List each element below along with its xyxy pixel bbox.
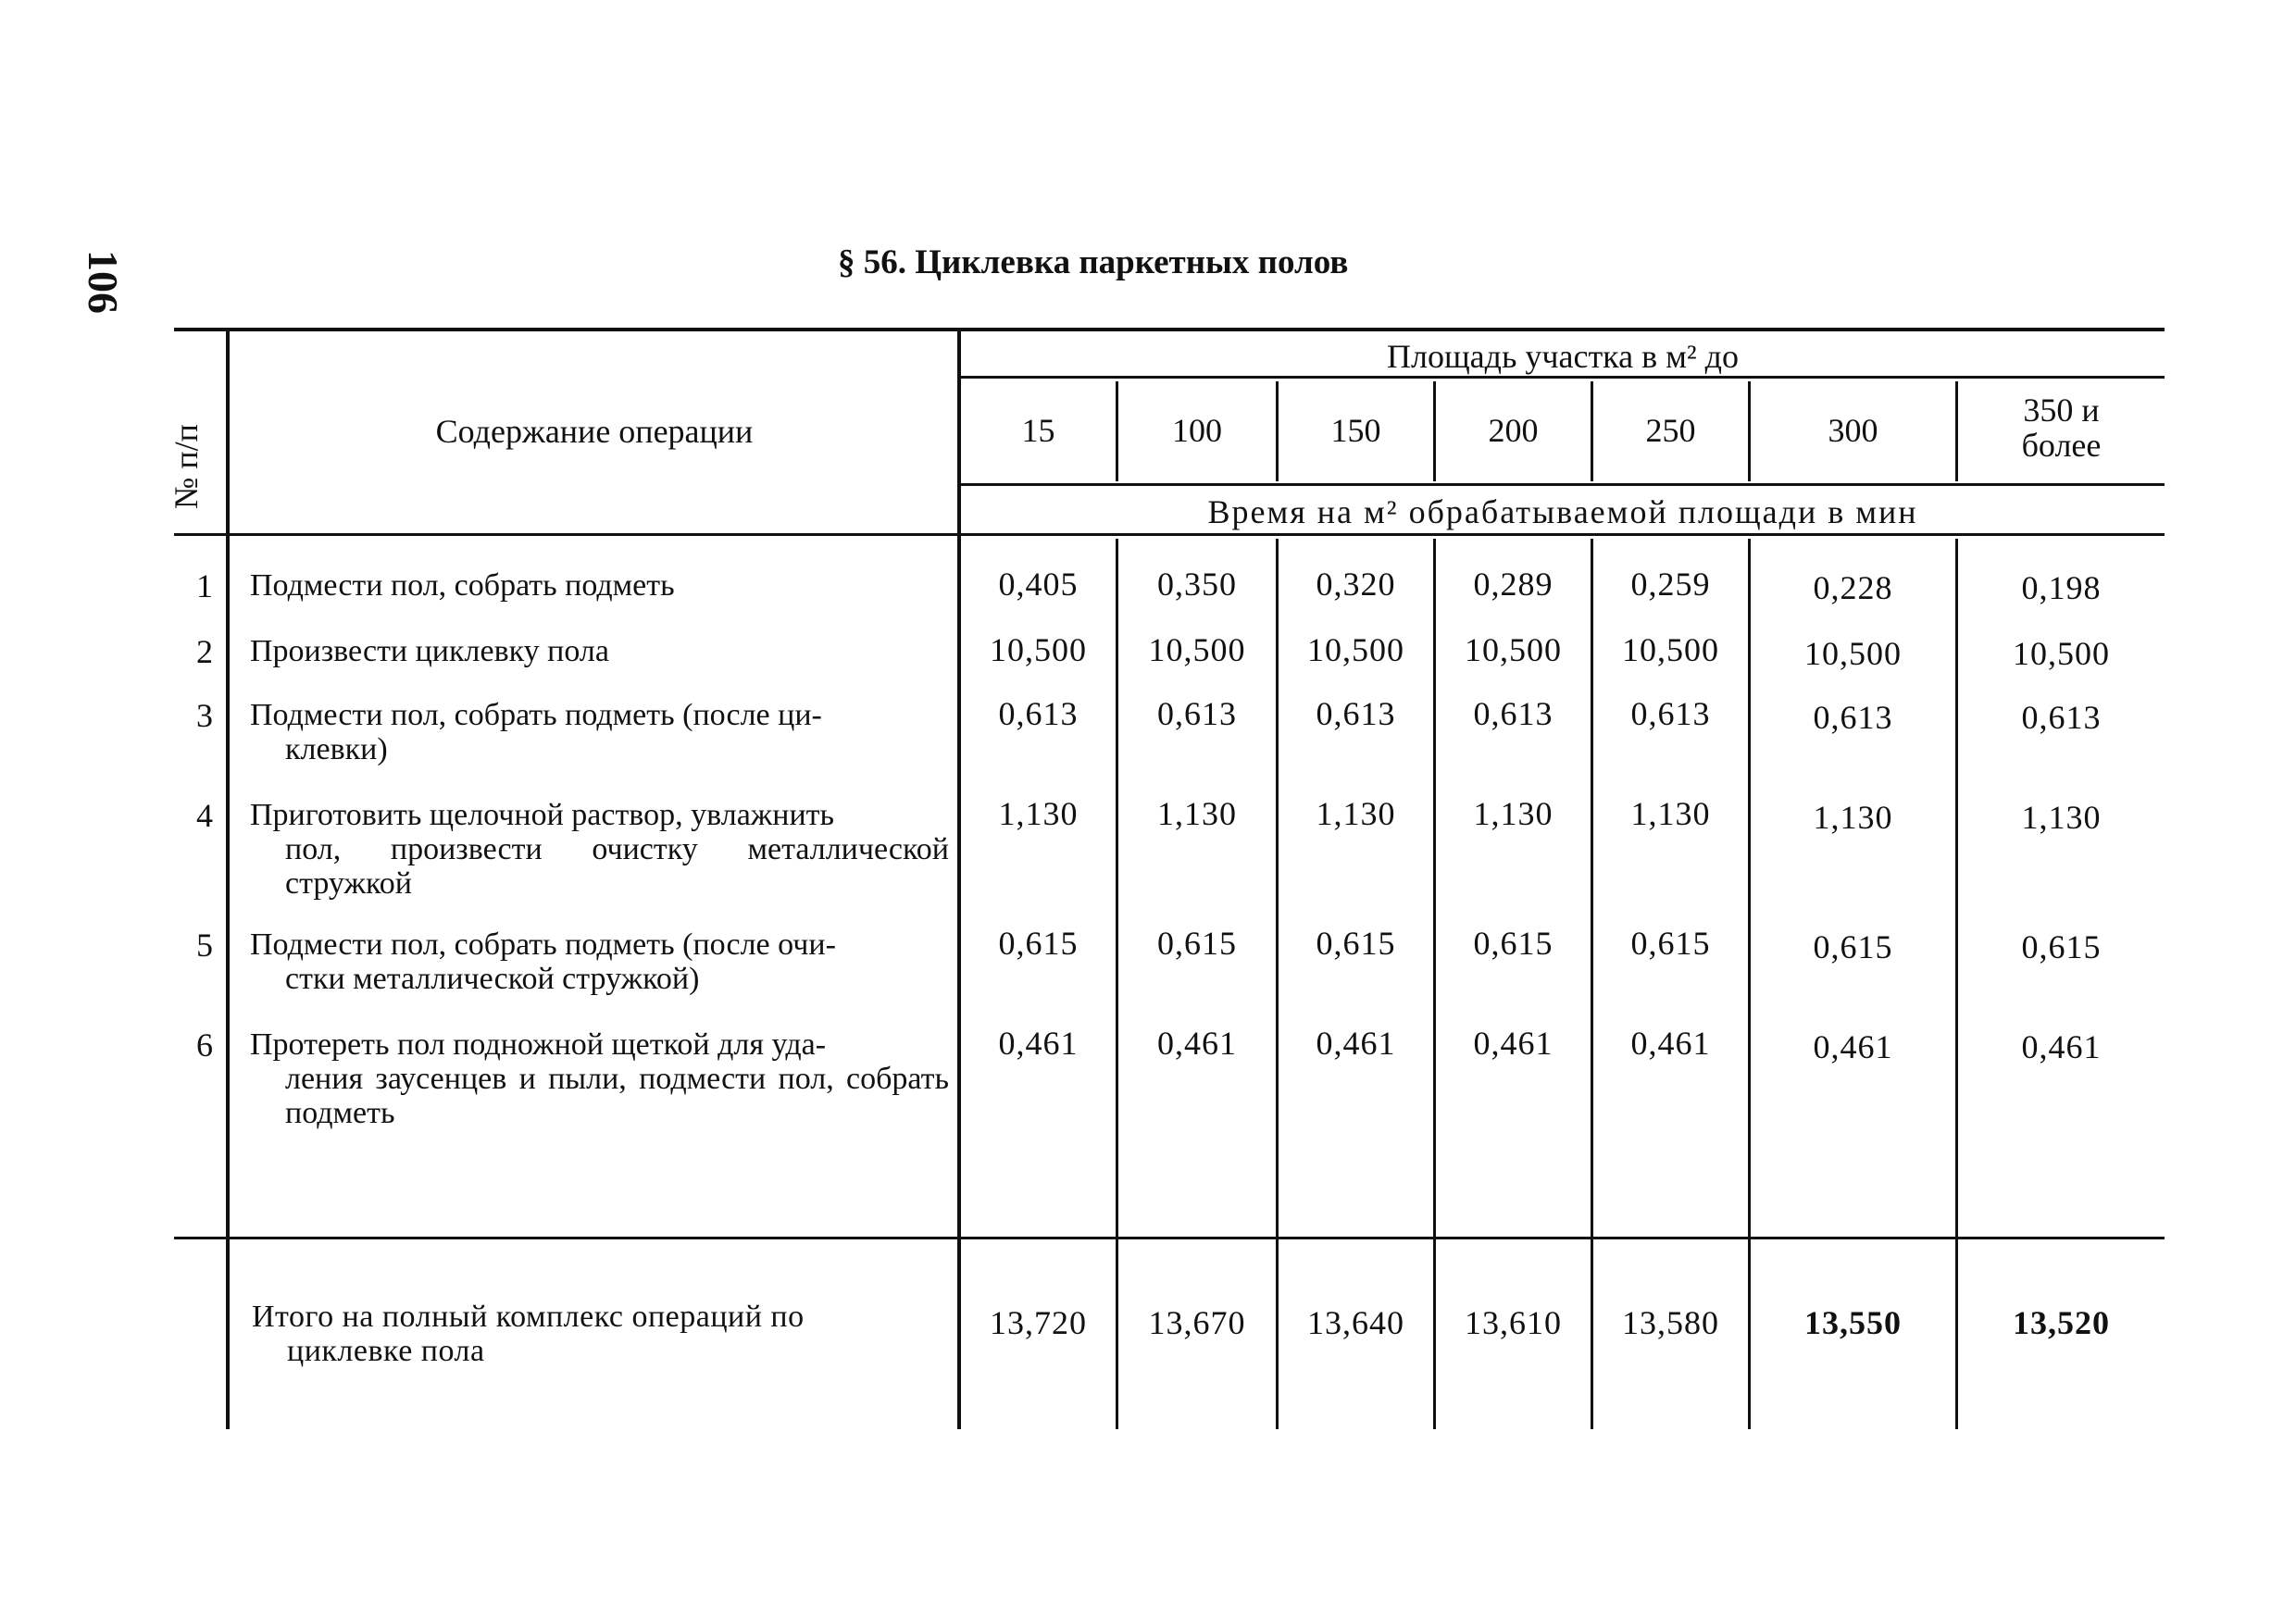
operation-text-first-line: Протереть пол подножной щеткой для уда-: [250, 1027, 827, 1062]
total-label: [252, 1300, 948, 1368]
operation-text-continuation: стки металлической стружкой): [285, 962, 700, 996]
operation-text: [250, 634, 949, 668]
time-value: 1,130: [1157, 795, 1237, 832]
area-header-label: Площадь участка в м² до: [1386, 338, 1739, 375]
time-value: 0,613: [998, 695, 1079, 732]
total-label-first: Итого на полный комплекс операций по: [252, 1300, 805, 1334]
time-value: 10,500: [1307, 631, 1404, 668]
operation-text: [250, 1027, 949, 1130]
time-value: 1,130: [1813, 799, 1893, 836]
time-value: 0,615: [1630, 925, 1711, 962]
time-value: 1,130: [998, 795, 1079, 832]
area-col-300: 300: [1828, 412, 1878, 449]
time-value: 0,461: [2021, 1028, 2102, 1065]
area-col-200: 200: [1488, 412, 1539, 449]
num-column-header: № п/п: [168, 424, 205, 509]
time-value: 0,289: [1473, 566, 1554, 603]
total-label-cont: циклевке пола: [287, 1334, 485, 1368]
area-col-250: 250: [1645, 412, 1696, 449]
row-number: 4: [196, 797, 213, 834]
area-header-rule: [959, 376, 2165, 379]
time-value: 10,500: [1622, 631, 1719, 668]
time-value: 0,613: [1630, 695, 1711, 732]
time-value: 0,405: [998, 566, 1079, 603]
content-column-header: Содержание операции: [435, 413, 754, 450]
area-col-100: 100: [1172, 412, 1222, 449]
operation-text: [250, 698, 949, 766]
num-col-divider: [226, 331, 230, 1429]
operation-text-first-line: Подмести пол, собрать подметь (после очи-: [250, 927, 836, 962]
row-number: 3: [196, 697, 213, 734]
area-col-350-plus: 350 и более: [2021, 392, 2102, 464]
row-number: 5: [196, 927, 213, 964]
time-value: 0,228: [1813, 569, 1893, 606]
time-value: 0,615: [1316, 925, 1396, 962]
time-value: 1,130: [1630, 795, 1711, 832]
operation-text-continuation: пол, произвести очистку металлической стружкой: [285, 832, 949, 901]
time-value: 0,615: [1157, 925, 1237, 962]
row-number: 1: [196, 567, 213, 604]
total-top-rule: [174, 1237, 2165, 1239]
operation-text-first-line: Произвести циклевку пола: [250, 634, 609, 668]
total-value: 13,640: [1307, 1304, 1404, 1341]
time-value: 10,500: [1148, 631, 1246, 668]
time-value: 10,500: [1465, 631, 1562, 668]
page-number: 106: [80, 250, 127, 314]
time-value: 0,613: [1316, 695, 1396, 732]
operation-text-first-line: Подмести пол, собрать подметь: [250, 568, 675, 603]
time-value: 0,615: [1813, 928, 1893, 965]
total-value: 13,720: [990, 1304, 1087, 1341]
total-value: 13,580: [1622, 1304, 1719, 1341]
time-value: 0,461: [1630, 1025, 1711, 1062]
total-value: 13,520: [2013, 1304, 2110, 1341]
total-value: 13,610: [1465, 1304, 1562, 1341]
time-value: 10,500: [990, 631, 1087, 668]
time-header: Время на м² обрабатываемой площади в мин: [1207, 493, 1918, 530]
body-divider-250: [1591, 539, 1593, 1429]
area-values-rule: [959, 483, 2165, 486]
area-col-150: 150: [1330, 412, 1381, 449]
time-value: 0,198: [2021, 569, 2102, 606]
area-header: [961, 337, 2165, 376]
body-divider-100: [1116, 539, 1118, 1429]
time-value: 0,613: [2021, 699, 2102, 736]
body-divider-200: [1433, 539, 1436, 1429]
time-value: 1,130: [1473, 795, 1554, 832]
time-value: 10,500: [2013, 635, 2110, 672]
body-divider-150: [1276, 539, 1279, 1429]
time-value: 0,613: [1813, 699, 1893, 736]
time-value: 0,461: [1473, 1025, 1554, 1062]
operation-text-first-line: Приготовить щелочной раствор, увлажнить: [250, 798, 835, 832]
time-value: 0,461: [1813, 1028, 1893, 1065]
time-value: 0,613: [1157, 695, 1237, 732]
operation-text-continuation: ления заусенцев и пыли, подмести пол, собрать подметь: [285, 1062, 949, 1130]
time-value: 1,130: [2021, 799, 2102, 836]
section-title: § 56. Циклевка паркетных полов: [838, 243, 1349, 281]
time-value: 10,500: [1804, 635, 1902, 672]
operation-text: [250, 798, 949, 901]
operation-text: [250, 927, 949, 996]
time-value: 0,613: [1473, 695, 1554, 732]
time-value: 0,461: [998, 1025, 1079, 1062]
area-col-15: 15: [1021, 412, 1055, 449]
operation-text-continuation: клевки): [285, 732, 388, 766]
total-value: 13,670: [1148, 1304, 1246, 1341]
operation-text-first-line: Подмести пол, собрать подметь (после ци-: [250, 698, 822, 732]
table-top-rule: [174, 328, 2165, 331]
time-value: 0,259: [1630, 566, 1711, 603]
header-bottom-rule: [174, 533, 2165, 536]
row-number: 2: [196, 633, 213, 670]
row-number: 6: [196, 1027, 213, 1064]
time-value: 0,461: [1157, 1025, 1237, 1062]
time-value: 0,615: [998, 925, 1079, 962]
time-value: 1,130: [1316, 795, 1396, 832]
time-value: 0,350: [1157, 566, 1237, 603]
time-value: 0,320: [1316, 566, 1396, 603]
time-value: 0,461: [1316, 1025, 1396, 1062]
operation-text: [250, 568, 949, 603]
time-value: 0,615: [2021, 928, 2102, 965]
total-value: 13,550: [1804, 1304, 1902, 1341]
time-value: 0,615: [1473, 925, 1554, 962]
